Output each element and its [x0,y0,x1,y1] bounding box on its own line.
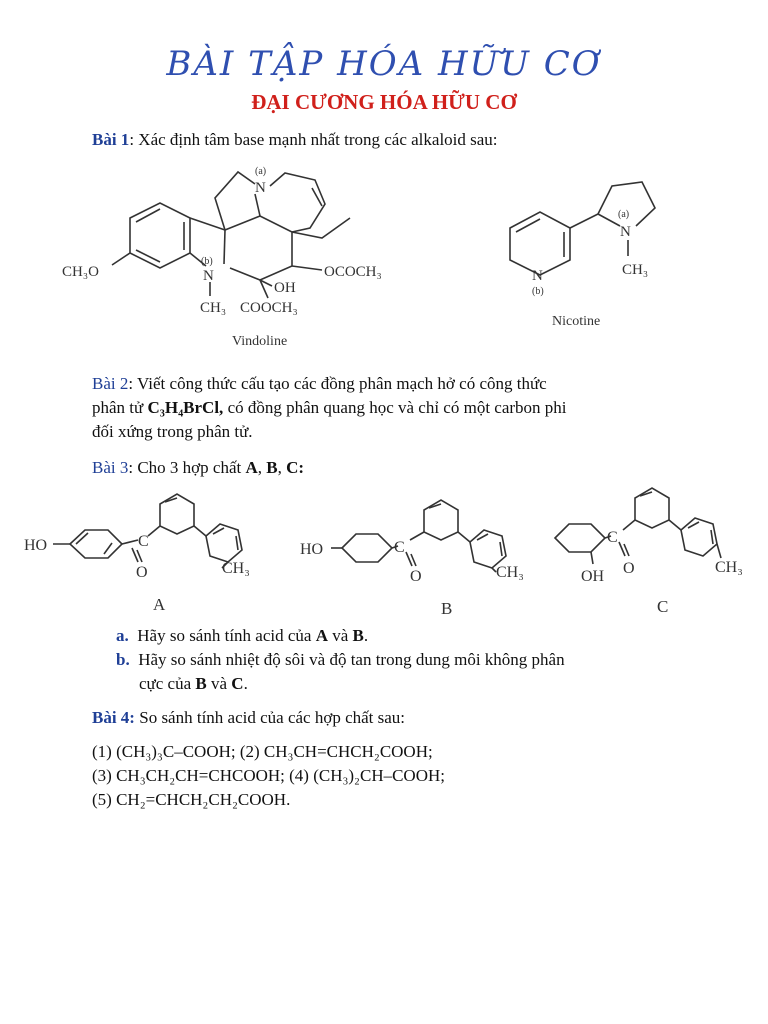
vindoline-ococh3: OCOCH₃ [324,264,382,280]
vindoline-site-b: (b) [201,256,213,267]
bai4-line1: (1) (CH₃)₃C–COOH; (2) CH₃CH=CHCH₂COOH; [92,742,433,761]
bai3-text: : Cho 3 hợp chất [128,458,246,477]
bai3-item-b-mark: b. [116,650,130,669]
bai2-line1 [92,372,547,396]
bai1-text: : Xác định tâm base mạnh nhất trong các alkaloid sau: [129,130,498,149]
vindoline-benzene-ring [130,203,190,268]
compound-c-cyclohexane-ring [555,524,605,552]
compound-c-ch3: CH₃ [715,559,743,576]
vindoline-n-b: N [203,268,214,284]
compound-a-ho: HO [24,537,48,554]
bai3-item-b-C: C [231,674,244,693]
compound-c-label: C [657,597,669,616]
bai3-item-a-end: . [363,626,369,645]
bai2-formula: C₃H₄BrCl, [147,398,228,417]
bai3-c: C: [286,458,305,477]
vindoline-name: Vindoline [232,334,288,349]
bai3-item-b-B: B [195,674,207,693]
bai3-item-b-line1 [116,648,565,672]
nicotine-ch3: CH₃ [622,262,649,278]
nicotine-site-a: (a) [618,209,630,220]
compound-b-ch3: CH₃ [496,564,524,581]
nicotine-n-b: N [532,268,543,284]
nicotine-pyridine-ring [510,212,570,275]
bai2-text-1: : Viết công thức cấu tạo các đồng phân mạch hở có công thức [128,374,547,393]
document-subtitle: ĐẠI CƯƠNG HÓA HỮU CƠ [251,90,517,114]
bai2-label: Bài 2 [92,374,129,393]
bai4-text: So sánh tính acid của các hợp chất sau: [134,708,406,727]
vindoline-n-a: N [255,180,266,196]
bai1-label: Bài 1 [92,130,130,149]
vindoline-oh: OH [274,280,296,296]
compound-c-structure [545,480,765,620]
bai3-item-b-end: . [243,674,248,693]
vindoline-ch3: CH₃ [200,300,227,316]
bai3-item-b-text-1: Hãy so sánh nhiệt độ sôi và độ tan trong dung môi không phân [138,650,565,669]
nicotine-site-b: (b) [532,286,544,297]
bai3-b: B [266,458,278,477]
compound-b-o: O [410,568,422,585]
bai2-line2 [92,396,567,420]
bai3-item-b-line2 [139,672,248,696]
compound-a-carbonyl-c: C [138,533,149,550]
compound-b-cyclohexene-ring [424,500,458,540]
bai4-heading [92,706,405,730]
bai3-label: Bài 3 [92,458,129,477]
compound-b-structure [298,490,538,620]
bai4-label: Bài 4: [92,708,135,727]
compound-a-structure [20,482,270,617]
bai3-item-a-A: A [315,626,328,645]
bai2-text-3: đối xứng trong phân tử. [92,422,253,441]
bai3-a: A [245,458,258,477]
bai4-line2: (3) CH₃CH₂CH=CHCOOH; (4) (CH₃)₂CH–COOH; [92,766,445,785]
compound-b-cyclohexane-ring [342,534,392,562]
bai4-line3: (5) CH₂=CHCH₂CH₂COOH. [92,790,291,809]
compound-c-o: O [623,560,635,577]
compound-b-carbonyl-c: C [394,539,405,556]
vindoline-structure [60,158,440,350]
bai3-item-a [116,624,368,648]
bai3-sep-2: , [277,458,287,477]
nicotine-n-a: N [620,224,631,240]
vindoline-site-a: (a) [255,166,267,177]
vindoline-ch3o: CH₃O [62,264,99,280]
bai3-sep-1: , [257,458,267,477]
compound-a-label: A [153,595,166,614]
compound-a-o: O [136,564,148,581]
compound-c-cyclohexene-ring [635,488,669,528]
compound-a-phenol-ring [70,530,122,558]
bai3-item-a-mid: và [327,626,353,645]
compound-b-ho: HO [300,541,324,558]
bai3-item-a-B: B [352,626,364,645]
nicotine-structure [500,170,700,335]
compound-a-cyclohexene-ring [160,494,194,534]
compound-b-label: B [441,599,453,618]
bai3-item-a-text: Hãy so sánh tính acid của [137,626,316,645]
bai2-line3 [92,420,253,444]
bai3-heading [92,456,304,480]
compound-c-oh: OH [581,568,605,585]
vindoline-cooch3: COOCH₃ [240,300,298,316]
bai2-text-2-pre: phân tử [92,398,148,417]
bai1-heading [92,128,498,152]
compound-a-ch3: CH₃ [222,560,250,577]
bai3-item-b-mid: và [206,674,232,693]
document-title: BÀI TẬP HÓA HỮU CƠ [166,44,602,84]
compound-c-carbonyl-c: C [607,529,618,546]
nicotine-name: Nicotine [552,314,601,329]
bai3-item-b-text-2: cực của [139,674,196,693]
bai3-item-a-mark: a. [116,626,129,645]
bai2-text-2-post: có đồng phân quang học và chỉ có một carbon phi [227,398,567,417]
